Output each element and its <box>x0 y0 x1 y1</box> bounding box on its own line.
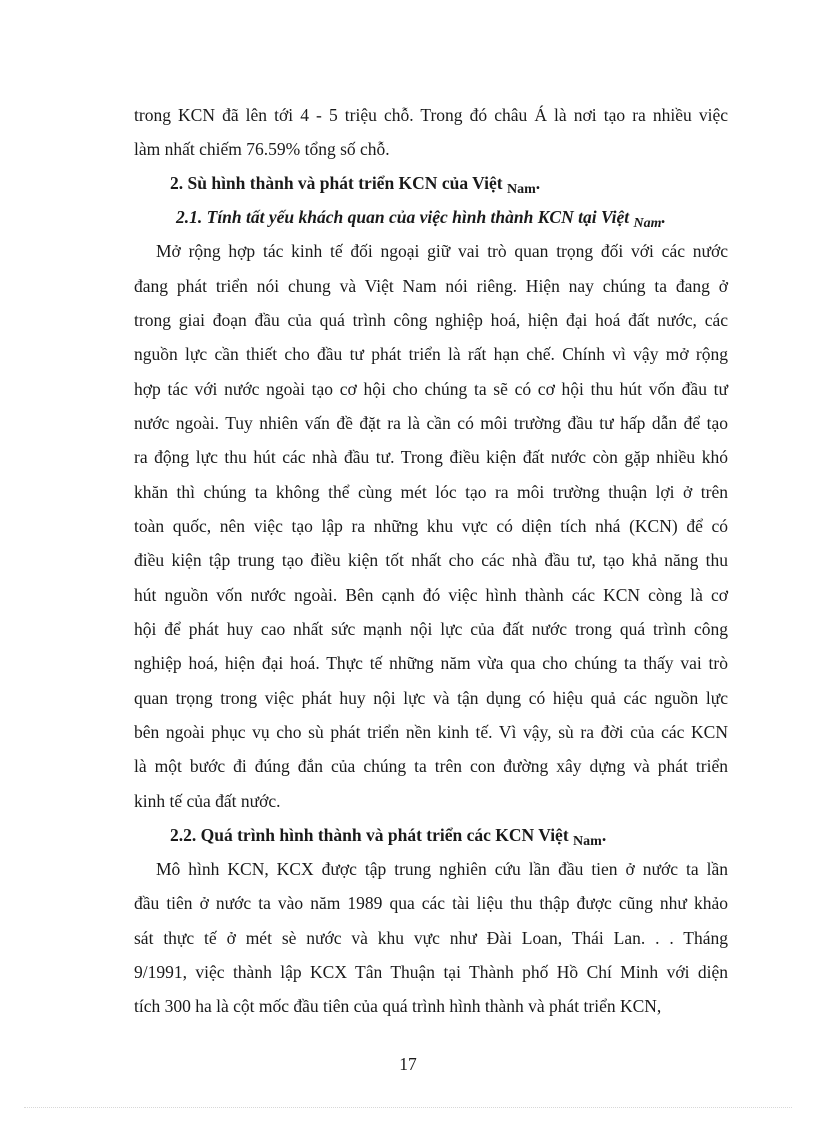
section-heading-2-1: 2.1. Tính tất yếu khách quan của việc hình thành KCN tại Việt $_{Nam}$. <box>176 207 666 231</box>
text-line: hợp tác với nước ngoài tạo cơ hội cho chúng ta sẽ có cơ hội thu hút vốn đầu tư <box>134 379 728 399</box>
text-line: điều kiện tập trung tạo điều kiện tốt nhất cho các nhà đầu tư, tạo khả năng thu <box>134 550 728 570</box>
text-line: sát thực tế ở mét sè nước và khu vực như Đài Loan, Thái Lan. . . Tháng <box>134 928 728 948</box>
text-line: nước ngoài. Tuy nhiên vấn đề đặt ra là cần có môi trường đầu tư hấp dẫn để tạo <box>134 413 728 433</box>
text-line: Mở rộng hợp tác kinh tế đối ngoại giữ vai trò quan trọng đối với các nước <box>156 241 728 261</box>
section-heading-2-2: 2.2. Quá trình hình thành và phát triển các KCN Việt $_{Nam}$. <box>170 825 607 849</box>
page-number: 17 <box>399 1054 417 1074</box>
text-line: quan trọng trong việc phát huy nội lực và tận dụng có hiệu quả các nguồn lực <box>134 688 728 708</box>
text-line: nguồn lực cần thiết cho đầu tư phát triển là rất hạn chế. Chính vì vậy mở rộng <box>134 344 728 364</box>
text-line: khăn thì chúng ta không thể cùng mét lóc tạo ra môi trường thuận lợi ở trên <box>134 482 728 502</box>
text-line: làm nhất chiếm 76.59% tổng số chỗ. <box>134 139 390 159</box>
page-bottom-divider <box>24 1107 792 1108</box>
text-line: trong KCN đã lên tới 4 - 5 triệu chỗ. Trong đó châu Á là nơi tạo ra nhiều việc <box>134 105 728 125</box>
text-line: là một bước đi đúng đắn của chúng ta trên con đường xây dựng và phát triển <box>134 756 728 776</box>
text-line: toàn quốc, nên việc tạo lập ra những khu vực có diện tích nhá (KCN) để có <box>134 516 728 536</box>
text-line: đầu tiên ở nước ta vào năm 1989 qua các tài liệu thu thập được cũng như khảo <box>134 893 728 913</box>
text-line: hút nguồn vốn nước ngoài. Bên cạnh đó việc hình thành các KCN còng là cơ <box>134 585 728 605</box>
text-line: kinh tế của đất nước. <box>134 791 281 811</box>
text-line: nghiệp hoá, hiện đại hoá. Thực tế những năm vừa qua cho chúng ta thấy vai trò <box>134 653 728 673</box>
text-line: hội để phát huy cao nhất sức mạnh nội lực của đất nước trong quá trình công <box>134 619 728 639</box>
text-line: tích 300 ha là cột mốc đầu tiên của quá trình hình thành và phát triển KCN, <box>134 996 662 1016</box>
text-line: Mô hình KCN, KCX được tập trung nghiên cứu lần đầu tien ở nước ta lần <box>156 859 728 879</box>
text-line: 9/1991, việc thành lập KCX Tân Thuận tại Thành phố Hồ Chí Minh với diện <box>134 962 728 982</box>
text-line: trong giai đoạn đầu của quá trình công nghiệp hoá, hiện đại hoá đất nước, các <box>134 310 728 330</box>
text-line: đang phát triển nói chung và Việt Nam nói riêng. Hiện nay chúng ta đang ở <box>134 276 728 296</box>
text-line: bên ngoài phục vụ cho sù phát triển nền kinh tế. Vì vậy, sù ra đời của các KCN <box>134 722 728 742</box>
section-heading-2: 2. Sù hình thành và phát triển KCN của Việt $_{Nam}$. <box>170 173 541 197</box>
text-line: ra động lực thu hút các nhà đầu tư. Trong điều kiện đất nước còn gặp nhiều khó <box>134 447 728 467</box>
